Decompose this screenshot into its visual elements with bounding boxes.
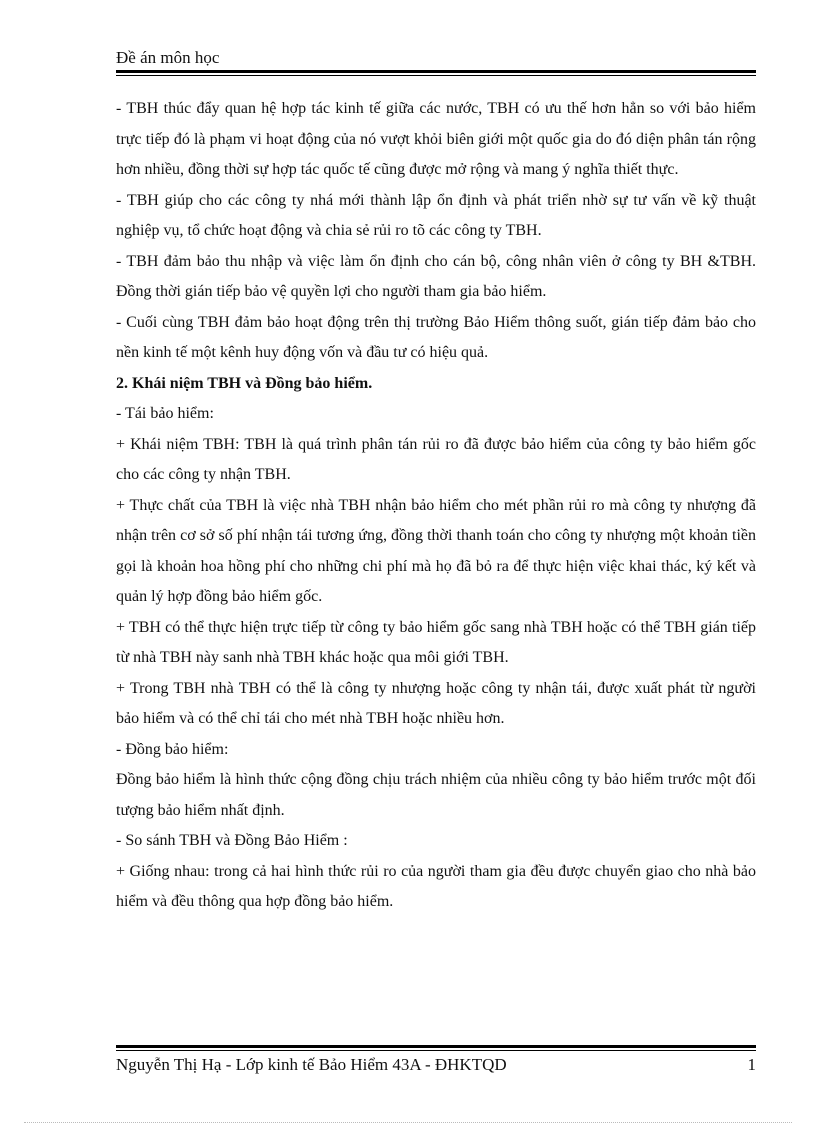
section-heading: 2. Khái niệm TBH và Đồng bảo hiểm. (116, 374, 373, 392)
paragraph: - TBH đảm bảo thu nhập và việc làm ổn định cho cán bộ, công nhân viên ở công ty BH &TBH. Đồng thời gián tiếp bảo vệ quyền lợi cho người tham gia bảo hiểm. (116, 252, 756, 300)
paragraph: + Trong TBH nhà TBH có thể là công ty nhượng hoặc công ty nhận tái, được xuất phát từ người bảo hiểm và có thể chỉ tái cho mét nhà TBH hoặc nhiều hơn. (116, 679, 756, 727)
paragraph: + Khái niệm TBH: TBH là quá trình phân tán rủi ro đã được bảo hiểm của công ty bảo hiểm gốc cho các công ty nhận TBH. (116, 435, 756, 483)
paragraph: - Đồng bảo hiểm: (116, 740, 229, 758)
page-header-title: Đề án môn học (116, 48, 220, 67)
paragraph: - So sánh TBH và Đồng Bảo Hiểm : (116, 832, 348, 849)
paragraph: - Cuối cùng TBH đảm bảo hoạt động trên thị trường Bảo Hiểm thông suốt, gián tiếp đảm bảo cho nền kinh tế một kênh huy động vốn và đầu tư có hiệu quả. (116, 313, 756, 361)
paragraph: - Tái bảo hiểm: (116, 405, 214, 422)
paragraph: - TBH thúc đẩy quan hệ hợp tác kinh tế giữa các nước, TBH có ưu thế hơn hẳn so với bảo hiểm trực tiếp đó là phạm vi hoạt động của nó vượt khỏi biên giới một quốc gia do đó diện phân tán rộng hơn nhiều, đồng thời sự hợp tác quốc tế cũng được mở rộng và mang ý nghĩa thiết thực. (116, 100, 756, 178)
footer-text: Nguyễn Thị Hạ - Lớp kinh tế Bảo Hiểm 43A - ĐHKTQD (116, 1055, 507, 1074)
page-footer (116, 1055, 756, 1075)
paragraph: + Thực chất của TBH là việc nhà TBH nhận bảo hiểm cho mét phần rủi ro mà công ty nhượng đã nhận trên cơ sở số phí nhận tái tương ứng, đồng thời thanh toán cho công ty nhượng một khoản tiền gọi là khoản hoa hồng phí cho những chi phí mà họ đã bỏ ra để thực hiện việc khai thác, ký kết và quản lý hợp đồng bảo hiểm gốc. (116, 496, 756, 605)
page-number: 1 (747, 1055, 756, 1074)
paragraph: + Giống nhau: trong cả hai hình thức rủi ro của người tham gia đều được chuyển giao cho nhà bảo hiểm và đều thông qua hợp đồng bảo hiểm. (116, 862, 756, 910)
header-divider (116, 70, 756, 76)
document-body (116, 94, 756, 918)
footer-divider (116, 1045, 756, 1051)
paragraph: Đồng bảo hiểm là hình thức cộng đồng chịu trách nhiệm của nhiều công ty bảo hiểm trước một đối tượng bảo hiểm nhất định. (116, 771, 756, 819)
paragraph: + TBH có thể thực hiện trực tiếp từ công ty bảo hiểm gốc sang nhà TBH hoặc có thể TBH gián tiếp từ nhà TBH này sanh nhà TBH khác hoặc qua môi giới TBH. (116, 618, 756, 666)
paragraph: - TBH giúp cho các công ty nhá mới thành lập ổn định và phát triển nhờ sự tư vấn về kỹ thuật nghiệp vụ, tổ chức hoạt động và chia sẻ rủi ro tõ các công ty TBH. (116, 191, 756, 239)
